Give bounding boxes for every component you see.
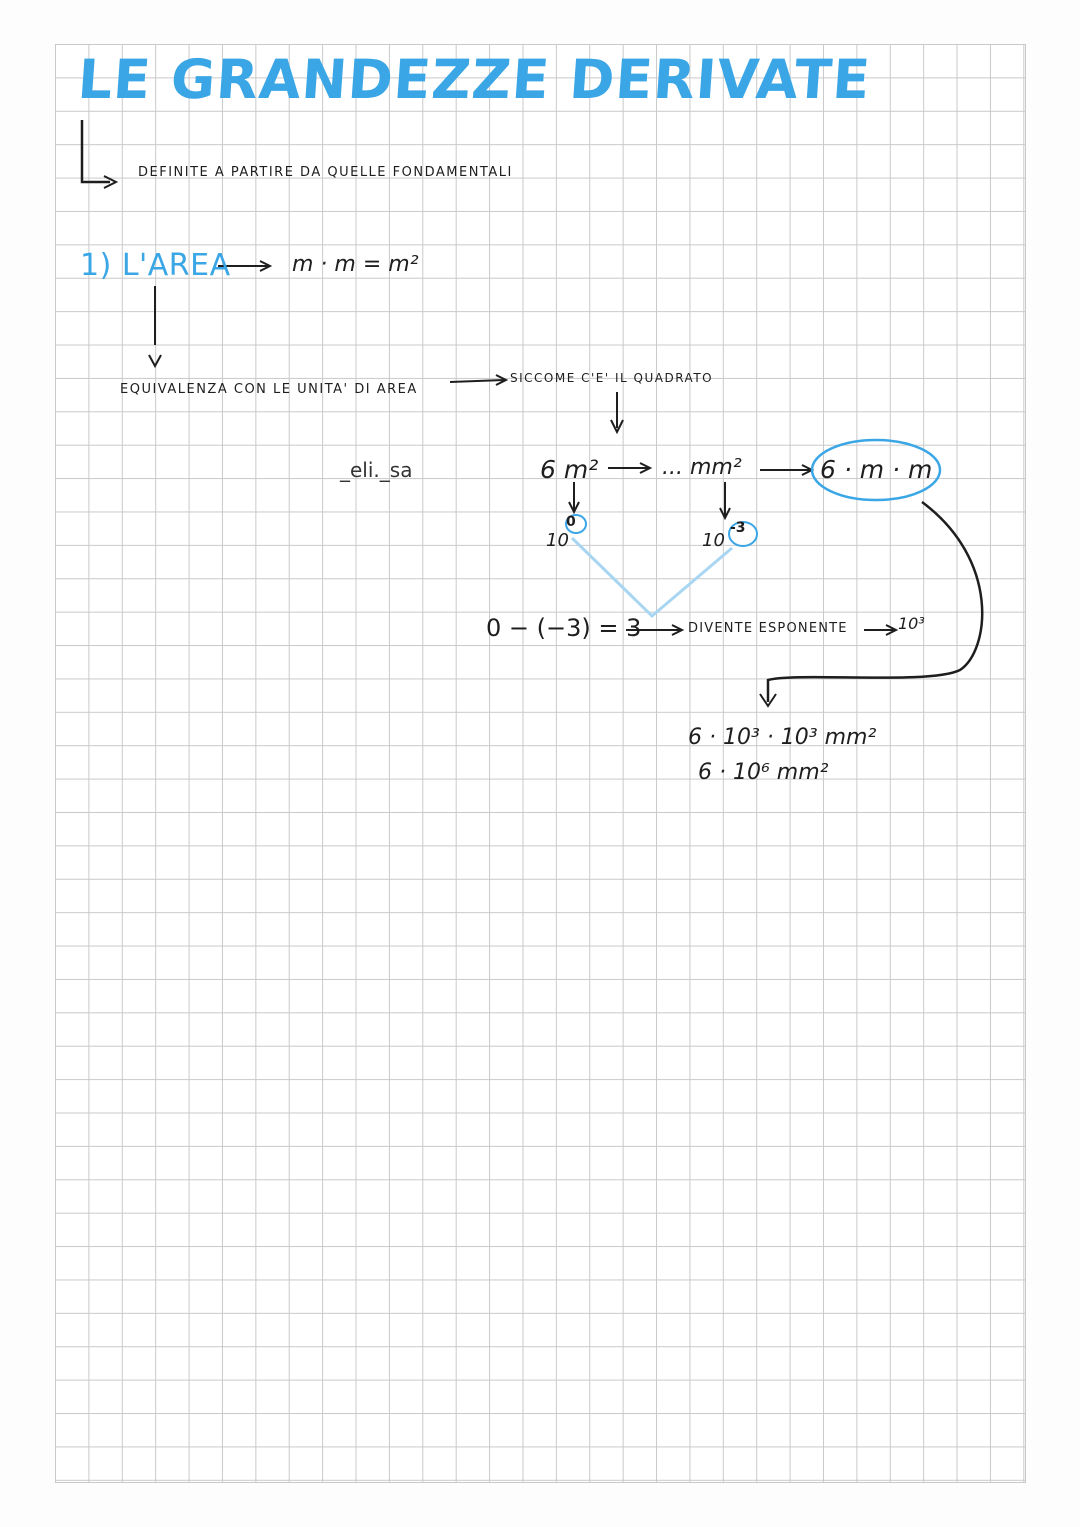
power-right-exponent: -3 — [730, 520, 746, 536]
power-right-arrow — [720, 482, 730, 518]
example-start: 6 m² — [540, 455, 599, 484]
becomes-exponent-text: DIVENTE ESPONENTE — [688, 621, 848, 636]
signature: _eli._sa — [340, 458, 413, 482]
bracket-stroke — [82, 120, 110, 182]
quadrato-note: SICCOME C'E' IL QUADRATO — [510, 371, 714, 385]
exponent-calculation: 0 − (−3) = 3 — [486, 614, 642, 642]
example-middle: ... mm² — [662, 455, 742, 480]
area-formula: m · m = m² — [292, 252, 419, 277]
power-left-exponent: 0 — [566, 514, 576, 530]
example-arrow-1 — [608, 463, 650, 473]
power-left-arrow — [569, 482, 579, 512]
quadrato-down-arrow — [611, 392, 623, 432]
power-right-base: 10 — [702, 530, 725, 551]
result-line-1: 6 · 10³ · 10³ mm² — [688, 725, 877, 750]
down-arrow — [149, 286, 161, 366]
curve-arrow — [768, 502, 982, 702]
power-left-base: 10 — [546, 530, 569, 551]
equivalence-text: EQUIVALENZA CON LE UNITA' DI AREA — [120, 382, 418, 397]
becomes-arrow — [864, 625, 896, 635]
result-power: 10³ — [898, 614, 925, 633]
example-end: 6 · m · m — [820, 455, 933, 484]
equiv-arrow — [450, 375, 506, 385]
result-line-2: 6 · 10⁶ mm² — [698, 760, 829, 785]
page-title: LE GRANDEZZE DERIVATE — [75, 48, 873, 111]
example-arrow-2 — [760, 465, 812, 475]
subtitle: DEFINITE A PARTIRE DA QUELLE FONDAMENTALI — [138, 165, 513, 180]
section-label-area: 1) L'AREA — [80, 248, 231, 283]
